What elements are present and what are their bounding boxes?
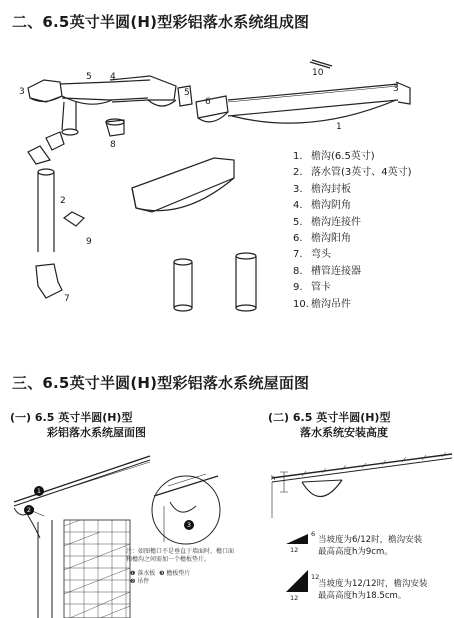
component-legend xyxy=(293,149,412,313)
callout-6: 6 xyxy=(205,97,211,107)
install-height-drawing xyxy=(262,448,454,518)
slope-12-12-icon xyxy=(284,568,312,594)
callout-5a: 5 xyxy=(86,72,92,82)
legend-item: 1. 檐沟(6.5英寸) xyxy=(293,151,375,162)
section2-title: 二、6.5英寸半圆(H)型彩铝落水系统组成图 xyxy=(12,13,310,31)
callout-9: 9 xyxy=(86,237,92,247)
legend-item: 7. 弯头 xyxy=(293,249,331,261)
slope2-rise: 12 xyxy=(311,573,320,581)
slope2-run: 12 xyxy=(290,594,299,602)
marker-2: 2 xyxy=(24,505,34,515)
callout-5b: 5 xyxy=(184,88,190,98)
marker-3: 3 xyxy=(184,520,194,530)
roof-diagram-title: (一) 6.5 英寸半圆(H)型 彩铝落水系统屋面图 xyxy=(10,411,146,439)
roof-section-drawing xyxy=(0,446,240,618)
section3-title: 三、6.5英寸半圆(H)型彩铝落水系统屋面图 xyxy=(12,374,310,392)
roof-legend: ❶ 落水板 ❸ 檐板垫片 ❷ 吊件 xyxy=(130,570,191,585)
slope1-text: 当坡度为6/12时，檐沟安装 最高高度h为9cm。 xyxy=(318,535,423,557)
dim-label-h: h xyxy=(271,474,276,482)
callout-3b: 3 xyxy=(393,84,399,94)
legend-item: 8. 槽管连接器 xyxy=(293,265,361,277)
legend-item: 9. 管卡 xyxy=(293,282,331,294)
legend-item: 10. 檐沟吊件 xyxy=(293,298,351,310)
legend-item: 2. 落水管(3英寸、4英寸) xyxy=(293,167,412,179)
roof-note: 注：如图檐口不是垂直于墙面时，檐口面 和檐沟之间需加一个檐板垫片。 xyxy=(126,548,235,563)
slope-6-12-icon xyxy=(284,532,312,546)
callout-7: 7 xyxy=(64,294,70,304)
callout-1-long: 1 xyxy=(336,122,342,132)
callout-10: 10 xyxy=(312,68,324,78)
slope2-text: 当坡度为12/12时，檐沟安装 最高高度h为18.5cm。 xyxy=(318,579,428,601)
callout-4: 4 xyxy=(110,72,116,82)
legend-item: 5. 檐沟连接件 xyxy=(293,216,361,228)
slope1-rise: 6 xyxy=(311,530,316,538)
legend-item: 6. 檐沟阳角 xyxy=(293,233,351,245)
legend-item: 3. 檐沟封板 xyxy=(293,183,351,195)
callout-2: 2 xyxy=(60,196,66,206)
callout-8: 8 xyxy=(110,140,116,150)
callout-1: 3 xyxy=(19,87,25,97)
slope1-run: 12 xyxy=(290,546,299,554)
legend-item: 4. 檐沟阴角 xyxy=(293,200,351,212)
install-height-title: (二) 6.5 英寸半圆(H)型 落水系统安装高度 xyxy=(268,411,391,439)
marker-1: 1 xyxy=(34,486,44,496)
